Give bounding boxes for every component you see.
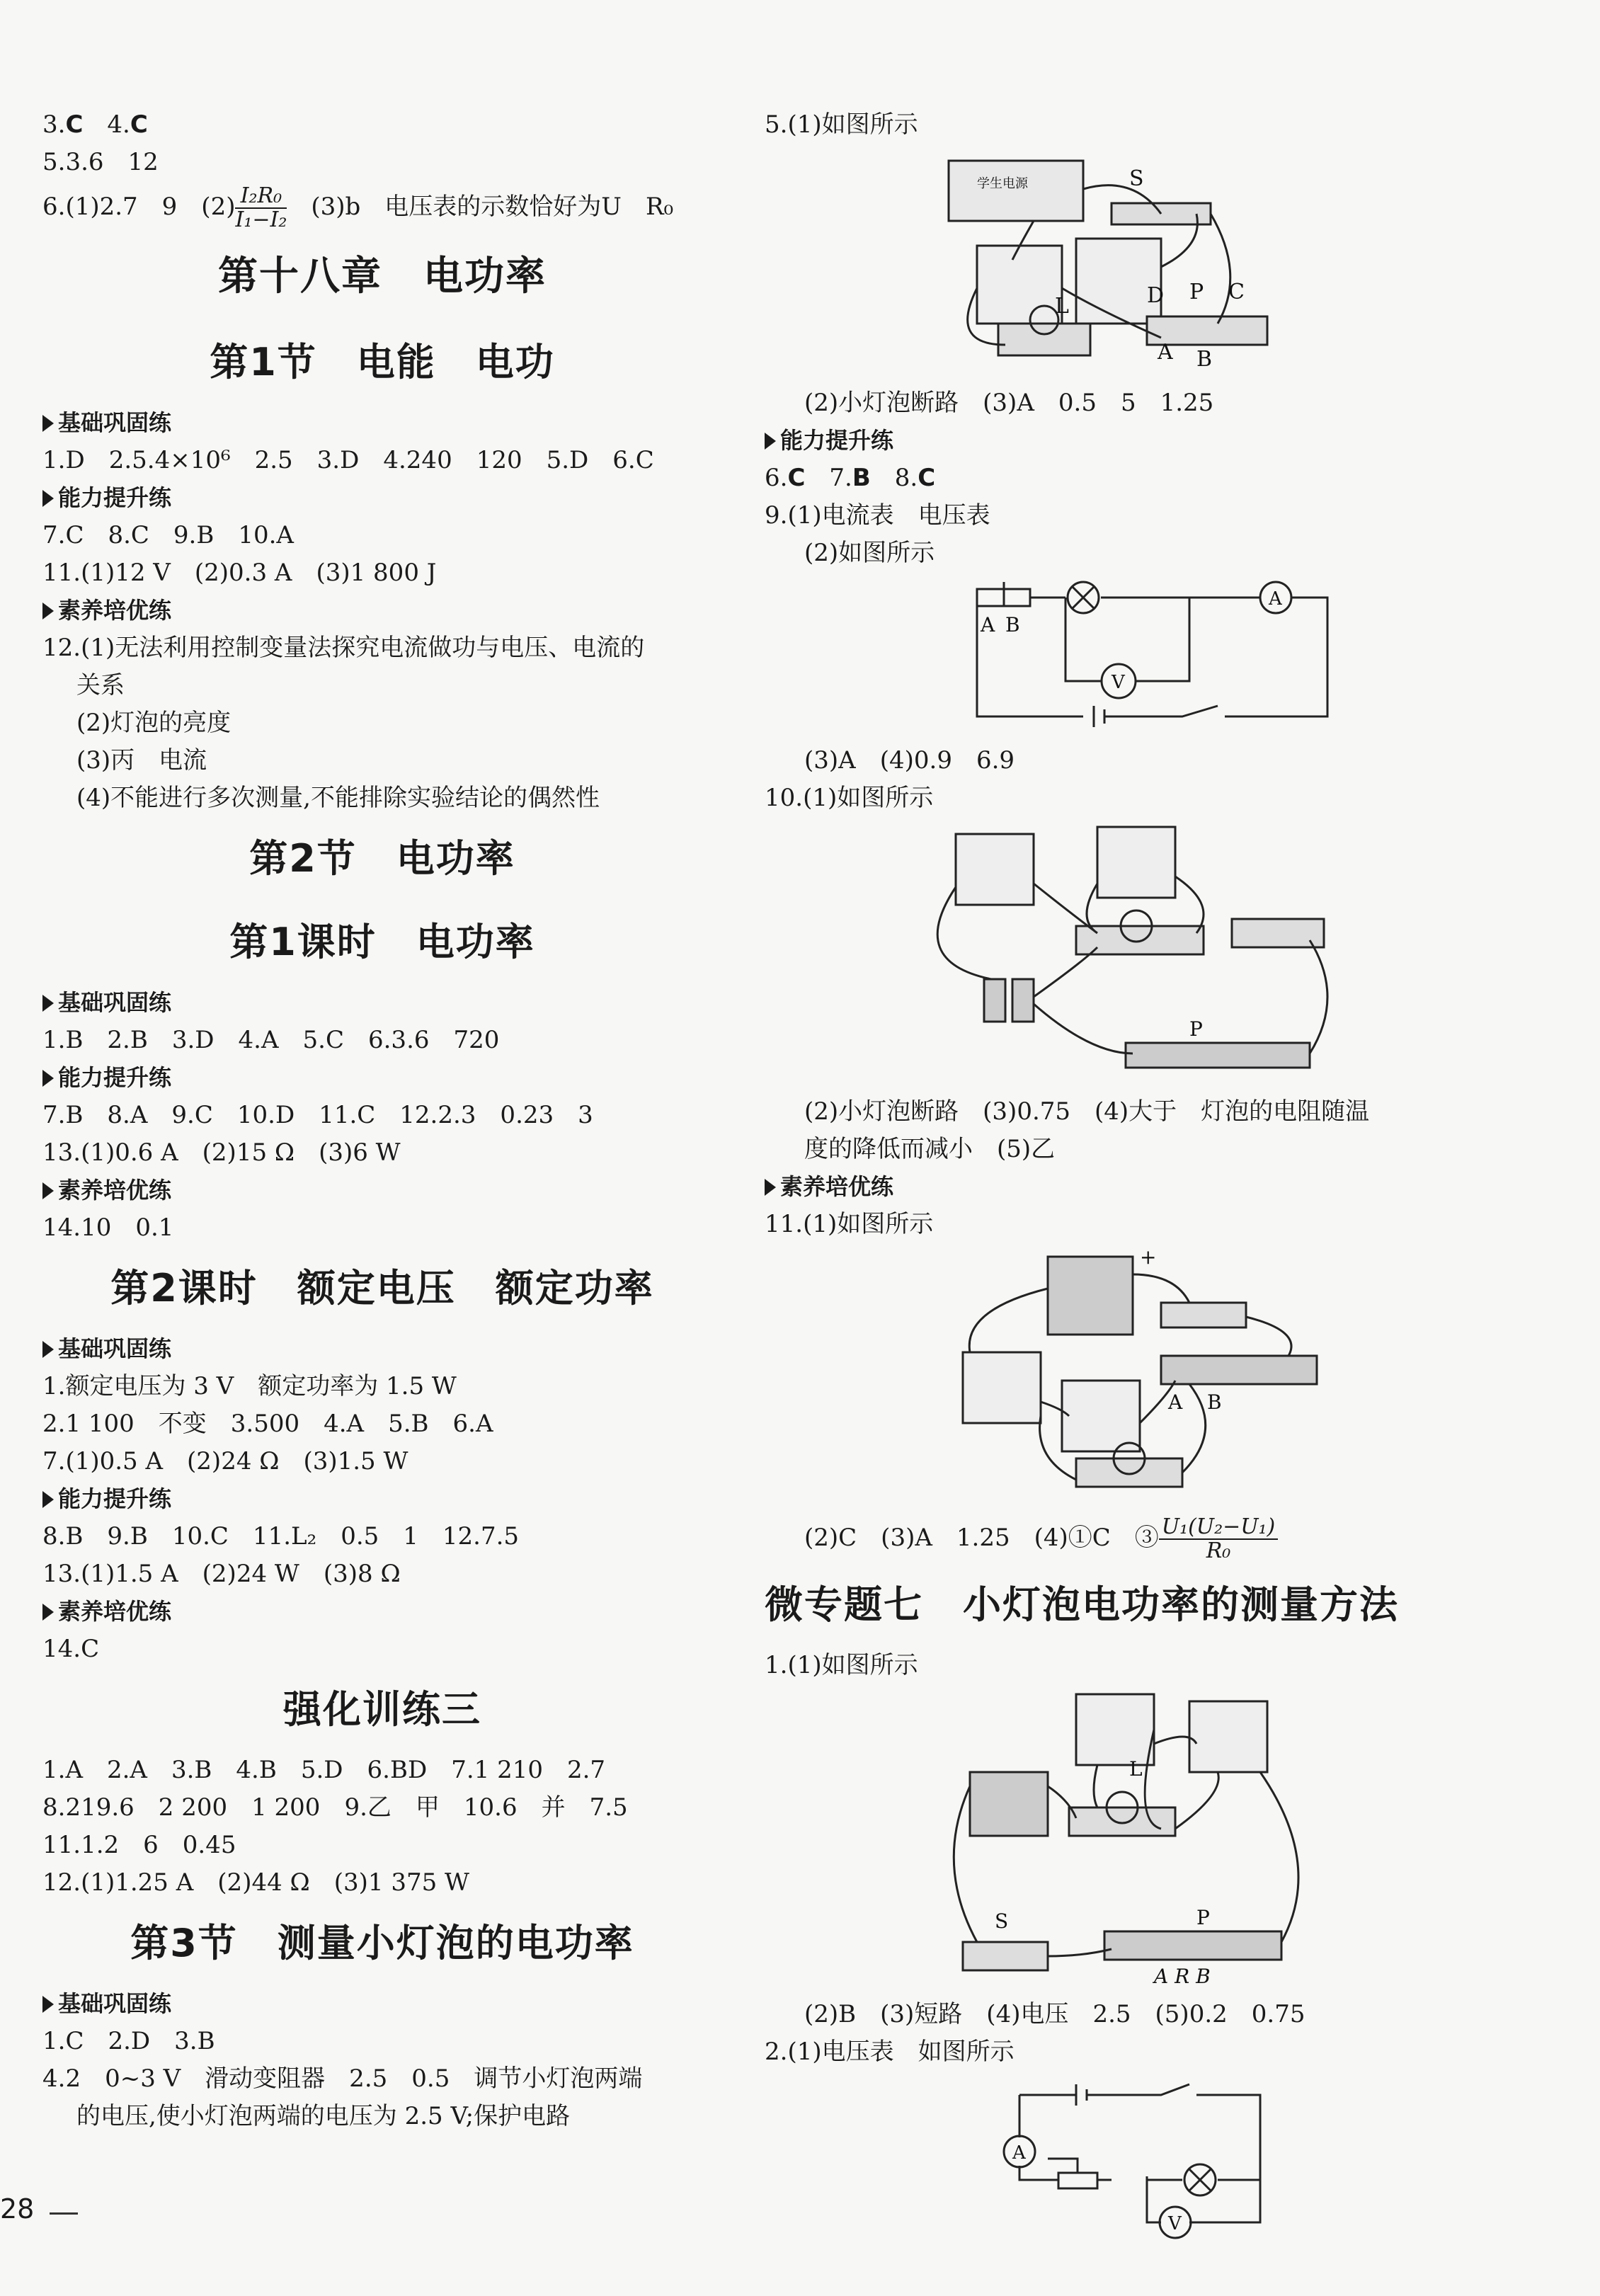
- answer-line: 3.C 4.C: [42, 110, 148, 139]
- triangle-marker-icon: [42, 1491, 54, 1508]
- label-p: P: [1196, 1906, 1210, 1929]
- section-title: 强化训练三: [283, 1687, 481, 1732]
- answer-line: 7.C 8.C 9.B 10.A: [42, 521, 294, 549]
- answer-line: 2.(1)电压表 如图所示: [765, 2038, 1015, 2066]
- chapter-title: 第十八章 电功率: [218, 253, 547, 299]
- label-l: L: [1055, 294, 1069, 319]
- answer-line: 1.额定电压为 3 V 额定功率为 1.5 W: [42, 1372, 457, 1400]
- label-a: A: [1158, 340, 1173, 365]
- label-a: A: [981, 613, 995, 636]
- label-c: C: [1228, 280, 1245, 304]
- section-label: 素养培优练: [42, 1172, 722, 1209]
- answer-line: (3)A (4)0.9 6.9: [804, 746, 1015, 775]
- label-a: A: [1168, 1390, 1183, 1414]
- lesson-title: 第1课时 电功率: [229, 920, 535, 964]
- answer-line: 1.A 2.A 3.B 4.B 5.D 6.BD 7.1 210 2.7: [42, 1756, 606, 1784]
- answer-line: (2)灯泡的亮度: [76, 709, 232, 737]
- answer-line: 8.B 9.B 10.C 11.L₂ 0.5 1 12.7.5: [42, 1522, 520, 1550]
- answer-line: 11.(1)如图所示: [765, 1210, 934, 1238]
- fraction: $\frac{\text{I₂R₀}}{\text{I₁−I₂}}$: [235, 183, 287, 232]
- answer-line: (4)不能进行多次测量,不能排除实验结论的偶然性: [76, 784, 600, 812]
- answer-line: 1.C 2.D 3.B: [42, 2027, 215, 2055]
- answer-line: 1.D 2.5.4×10⁶ 2.5 3.D 4.240 120 5.D 6.C: [42, 446, 654, 474]
- answer-line: 7.B 8.A 9.C 10.D 11.C 12.2.3 0.23 3: [42, 1101, 593, 1129]
- section-label: 能力提升练: [42, 479, 722, 517]
- label-l: L: [1129, 1757, 1143, 1781]
- section-label: 素养培优练: [42, 1593, 722, 1630]
- answer-line: 8.219.6 2 200 1 200 9.乙 甲 10.6 并 7.5: [42, 1793, 628, 1822]
- label-p: P: [1189, 1017, 1203, 1041]
- label-p: P: [1189, 280, 1204, 304]
- circuit-figure-topic-1: [765, 1687, 1543, 1992]
- answer-line: 7.(1)0.5 A (2)24 Ω (3)1.5 W: [42, 1447, 408, 1475]
- answer-line: 5.(1)如图所示: [765, 110, 918, 139]
- answer-line: 度的降低而减小 (5)乙: [804, 1135, 1056, 1163]
- answer-line: (2)小灯泡断路 (3)0.75 (4)大于 灯泡的电阻随温: [804, 1097, 1370, 1126]
- section-label: 基础巩固练: [42, 1985, 722, 2023]
- circuit-figure-topic-2: [765, 2074, 1543, 2244]
- ammeter-icon: A: [1269, 588, 1282, 610]
- answer-q6: 6.(1)2.7 9 (2) $\frac{\text{I₂R₀}}{\text{I₁−I₂}}$ (3)b 电压表的示数恰好为U R₀: [42, 183, 674, 232]
- section-label: 基础巩固练: [42, 984, 722, 1022]
- triangle-marker-icon: [42, 995, 54, 1012]
- section-label: 素养培优练: [42, 592, 722, 629]
- section-title: 第1节 电能 电功: [210, 340, 555, 384]
- section-label: 基础巩固练: [42, 404, 722, 442]
- answer-q11-2: (2)C (3)A 1.25 (4)①C ③ $\frac{\text{U₁(U₂−U₁)}}{\text{R₀}}$: [765, 1512, 1558, 1563]
- answer-line: 1.(1)如图所示: [765, 1651, 918, 1679]
- answer-line: 11.1.2 6 0.45: [42, 1831, 236, 1859]
- label-arb: A R B: [1154, 1965, 1211, 1988]
- section-label: 素养培优练: [765, 1168, 1558, 1206]
- triangle-marker-icon: [42, 490, 54, 507]
- label-s: S: [995, 1909, 1009, 1933]
- triangle-marker-icon: [42, 1070, 54, 1087]
- answer-line: 14.C: [42, 1635, 100, 1663]
- triangle-marker-icon: [42, 602, 54, 619]
- answer-line: 12.(1)1.25 A (2)44 Ω (3)1 375 W: [42, 1868, 469, 1897]
- label-d: D: [1147, 283, 1165, 308]
- voltmeter-icon: V: [1112, 672, 1125, 693]
- section-title: 第2节 电功率: [249, 836, 515, 881]
- ammeter-icon: A: [1012, 2142, 1026, 2164]
- answer-line: (2)小灯泡断路 (3)A 0.5 5 1.25: [804, 389, 1214, 417]
- answer-line: 2.1 100 不变 3.500 4.A 5.B 6.A: [42, 1410, 493, 1438]
- label-b: B: [1005, 613, 1020, 636]
- answer-line: 6.C 7.B 8.C: [765, 464, 936, 492]
- page-number: 28: [0, 2193, 35, 2224]
- voltmeter-icon: V: [1168, 2213, 1182, 2234]
- answer-line: 关系: [76, 671, 125, 699]
- power-supply-label: 学生电源: [977, 176, 1028, 191]
- label-s: S: [1129, 166, 1144, 191]
- circuit-figure-q5: [765, 147, 1543, 380]
- answer-line: 13.(1)0.6 A (2)15 Ω (3)6 W: [42, 1138, 401, 1167]
- fraction: $\frac{\text{U₁(U₂−U₁)}}{\text{R₀}}$: [1159, 1516, 1278, 1563]
- left-column: [42, 106, 722, 2135]
- section-label: 能力提升练: [42, 1480, 722, 1518]
- answer-line: 5.3.6 12: [42, 148, 159, 176]
- plus-icon: +: [1140, 1246, 1157, 1269]
- lesson-title: 第2课时 额定电压 额定功率: [110, 1266, 654, 1310]
- triangle-marker-icon: [42, 1996, 54, 2013]
- section-label: 能力提升练: [765, 422, 1558, 459]
- answer-line: (2)如图所示: [804, 539, 935, 567]
- circuit-figure-q11: [765, 1246, 1543, 1508]
- label-b: B: [1207, 1390, 1222, 1414]
- triangle-marker-icon: [42, 1341, 54, 1358]
- triangle-marker-icon: [765, 1179, 776, 1196]
- triangle-marker-icon: [42, 415, 54, 432]
- circuit-figure-q10: [765, 820, 1543, 1089]
- answer-line: 1.B 2.B 3.D 4.A 5.C 6.3.6 720: [42, 1026, 500, 1054]
- circuit-figure-q9: [765, 575, 1543, 738]
- triangle-marker-icon: [42, 1182, 54, 1199]
- answer-line: 9.(1)电流表 电压表: [765, 501, 990, 530]
- triangle-marker-icon: [765, 433, 776, 450]
- answer-line: 13.(1)1.5 A (2)24 W (3)8 Ω: [42, 1560, 401, 1588]
- triangle-marker-icon: [42, 1604, 54, 1621]
- section-label: 能力提升练: [42, 1059, 722, 1097]
- answer-line: 14.10 0.1: [42, 1213, 174, 1242]
- answer-line: 4.2 0~3 V 滑动变阻器 2.5 0.5 调节小灯泡两端: [42, 2064, 643, 2093]
- answer-line: 12.(1)无法利用控制变量法探究电流做功与电压、电流的: [42, 634, 645, 662]
- answer-line: (3)丙 电流: [76, 746, 207, 775]
- answer-line: 11.(1)12 V (2)0.3 A (3)1 800 J: [42, 559, 437, 587]
- answer-line: (2)B (3)短路 (4)电压 2.5 (5)0.2 0.75: [804, 2000, 1305, 2028]
- right-column: [765, 106, 1558, 2248]
- label-b: B: [1196, 347, 1213, 372]
- page-number-dash: [50, 2212, 78, 2215]
- answer-line: 10.(1)如图所示: [765, 784, 934, 812]
- answer-line: 的电压,使小灯泡两端的电压为 2.5 V;保护电路: [76, 2102, 571, 2130]
- topic-title: 微专题七 小灯泡电功率的测量方法: [765, 1582, 1399, 1627]
- section-title: 第3节 测量小灯泡的电功率: [130, 1921, 634, 1965]
- section-label: 基础巩固练: [42, 1330, 722, 1368]
